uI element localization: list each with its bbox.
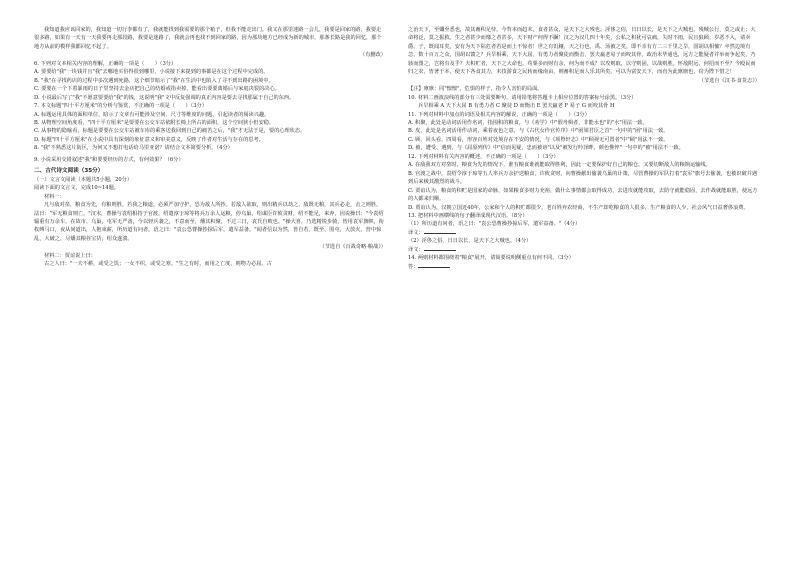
option-7a: A. 标题运用具体的面积单位，暗示了文章有可能涉及空间、尺寸等维度的问题，引起读者的阅读兴趣。 — [34, 111, 270, 118]
option-7d: D. 标题"四十平方厘米"在小说中具有深刻的象征意义和审美意义，反映了作者对生活与存在的思考。 — [34, 136, 264, 143]
option-6c: C. 要要在一个下着暴雨的日子里坚持去金店把自己的结婚戒指卖掉，能看出要要离婚后与家庭决裂的决心。 — [34, 86, 280, 93]
option-7b: B. 从物理空间角度看，"四十平方厘米"是要要在公交车站依附长椅上所占的面积，这个空间狭小但安稳。 — [34, 119, 275, 126]
material-1-label: 材料一： — [44, 193, 65, 200]
option-6b: B. "我"在寻找药店的过程中多次遇到死路，这个细节暗示了"我"在生活中也陷入了寻不到出路的困境中。 — [34, 77, 274, 84]
section-heading: 二、古代诗文阅读（35分） — [34, 168, 104, 175]
answer-blank[interactable] — [418, 267, 450, 268]
material-2-label: 材料二：贾谊说上曰： — [44, 252, 96, 259]
answer-blank[interactable] — [424, 250, 456, 251]
translation-label: 译文： — [408, 229, 424, 236]
translation-line-1[interactable] — [408, 229, 760, 237]
material-1-text: 凡与敌对垒，粮食为先，有粮则胜。若我之粮道，必须严加守护，恐为敌人所抄。若敌人欲取，则出精兵以劫之，敌既无粮，其兵必走，击之则胜。法曰："军无粮食则亡。"汉末，曹操与袁绍相持于官渡。绍遣淳于琼等将兵万余人运粮，停乌巢，绍谋臣许攸贪财，绍不能足，来奔，因说操曰："今袁绍辎重有万余车，在故市、乌巢，屯军无严备，今以轻兵袭之，不意而至，燔其积聚，不过三日，袁氏自败也。"操大喜，乃选精锐步骑，皆用袁军旗帜，衔枚缚马口，夜从间道出，人抱束薪，所历道有问者，语之曰："袁公恐曹操抄掠后军，遣军益备。"闻者信以为然，皆自若。既至，围屯，大放火，营中惊乱，大破之，尽燔其粮谷宝货，绍众遂溃。 — [34, 202, 384, 242]
answer-label: 答： — [408, 263, 419, 270]
option-12d: D. 贾谊认为，汉朝立国近40年，公家和个人的积贮都很少，老百姓弃农经商，不生产却吃粮食的人很多，生产粮食的人少，社会风气日益奢侈浪费。 — [408, 204, 749, 211]
question-11: 11. 下列对材料中加点的词语及相关内容的解说，正确的一项是（ ）（3分） — [408, 111, 590, 118]
translation-label: 译文： — [408, 246, 424, 253]
question-13-part-2: （2）淫侈之俗，日日以长，是天下之大贼也。（4分） — [408, 238, 532, 245]
story-paragraph: 我知道我应该回家的，我知道一切行李都有了，我就能找到我需要的那个箱子，但我不能走出门。我又在那里迷路一会儿，我要是回家的路，我要走很多路，如果有一天有一天我要再走那段路，我要是迷路了，我就会再也找不到回家的路，因为那块地方已经成为新的城市，那条长路是我的回忆，那个地方从前的模样我都回忆不起了。 — [34, 27, 382, 50]
option-12c: C. 贾谊认为，粮食的积贮是国家的命脉，如果粮食多财力充裕，做什么事情都会取得成功，去进攻就能攻取，去防守就能稳固，去作战就能取胜，使远方的人都来归顺。 — [408, 187, 758, 203]
source-note: （节选自《百战奇略·粮战》） — [319, 244, 386, 251]
option-6a: A. 要要给"我"一块钱并且"我"去哪地买俗得很到哪里，小说接下来提到的事都是在这个过程中完成的。 — [34, 69, 269, 76]
question-6: 6. 下列对文本相关内容的理解，正确的一项是（ ）（3分） — [34, 60, 177, 67]
question-7: 7. 本文标题"四十平方厘米"的分析与鉴赏，不正确的一项是（ ）（3分） — [34, 103, 207, 110]
question-13-part-1: （1）所历道有问者，语之曰："袁公恐曹操抄掠后军，遣军益备。"（4分） — [408, 221, 581, 228]
question-10: 10. 材料二画波浪线的部分有三处需要断句，请用铅笔将答题卡上相应位置的答案标号涂黑。（3分） — [408, 94, 637, 101]
right-column — [408, 26, 760, 271]
option-7c: C. 从事物的隐喻看，标题是要要在公交车站被车库的乘客送我回到自己的痛苦之后，"我"才无法于是，要的心理状态。 — [34, 128, 306, 135]
reading-instruction: 阅读下面的文言文，完成10~14题。 — [34, 185, 119, 192]
option-6d: D. 小说最后写了"我"不愿意要要给"我"的钱，这说明"我"文中反复强调的真正内容是要去寻找那属于自己的东西。 — [34, 94, 295, 101]
question-13: 13. 把材料中画横线的句子翻译成现代汉语。（8分） — [408, 212, 528, 219]
subsection-heading: （一）文言文阅读（本题共5小题，20分） — [34, 176, 133, 183]
option-11c: C. 顾，回头看、四周看，形容百姓对处境存在不安的情况，与《项脊轩志》中"顾视无可置者"中"顾"用法不一致。 — [408, 136, 669, 143]
question-8: 8. "我"不熟悉这片街区，为何又不想打电话给马里亚诺？请结合文本简要分析。（4分） — [34, 145, 233, 152]
option-12b: B. 官渡之战中，袁绍令淳于琼等五人率兵万余护送粮食，许攸贪财，向曹操献出偷袭乌巢的计策，尽管曹操的军队打着"袁军"旗号去偷袭，也被识破并遇到后来极其激烈的战斗。 — [408, 170, 758, 186]
source-note: （节选自《汉书·食货志》） — [698, 77, 760, 84]
left-column — [34, 26, 386, 269]
question-9: 9. 小说采用交错叙述"我"和要要经历的方式，有何效果？（6分） — [34, 156, 184, 163]
option-12a: A. 在敌我双方对垒时，粮食为先的情况下，谁有粮食谁就能取得胜利，因此一定要保护好自己的粮仓，又要切断敌人的粮饷运输线。 — [408, 162, 711, 169]
annotation: 【注】廪廪：同"懔懔"，危惧的样子，指令人害怕的局面。 — [408, 86, 543, 93]
option-11b: B. 皮，此处是名词活用作动词，乘着夜色之意，与《古代女伶官传序》中"函梁君臣之首"一句中的"函"用法一致。 — [408, 128, 669, 135]
material-2-text: 古之人曰："一夫不耕，或受之饥；一女不织，或受之寒。"生之有时，而用之亡度，则物力必屈。古 — [44, 261, 272, 268]
translation-line-2[interactable] — [408, 246, 760, 254]
answer-line[interactable] — [408, 263, 760, 271]
option-11d: D. 被，遭受、遇到，与《屈原列传》中"信而见疑，忠而被谤"以及"被发行吟泽畔，颜色憔悴"一句中的"被"用法不一致。 — [408, 145, 684, 152]
question-14: 14. 两则材料都围绕着"粮食"展开，请简要说明侧重点有何不同。（3分） — [408, 255, 574, 262]
answer-blank[interactable] — [424, 233, 456, 234]
question-12: 12. 下列对材料有关内容的概述，不正确的一项是（ ）（3分） — [408, 153, 559, 160]
option-11a: A. 积聚，此处是动词活用作名词，指囤积的粮食，与《劝学》中"假舟楫者，非能水也"的"水"用法一致。 — [408, 119, 648, 126]
segmentation-line: 兵旱相乘 A 天下大屈 B 有勇力者 C 聚徒 D 而衡击 E 罢夫羸老 F 易子 G 而咬其骨 H — [418, 103, 615, 110]
source-note: （有删改） — [360, 52, 386, 59]
material-2-continued: 之治天下，至孅至悉也，故其畜积足恃。今背本而趋末，食者甚众，是天下之大残也。淫侈之俗，日日以长，是天下之大贼也。残贼公行，莫之或止；大命将泛，莫之振救。生之者甚少而靡之者甚多，天下财产何得不蹶！汉之为汉几四十年矣，公私之积犹可哀痛。失时不雨，民且狼顾；岁恶不入，请卖爵、子，既闻耳矣，安有为天下阽危者若是而上不惊者！世之有饥穰，天之行也，禹、汤被之矣。即不幸有方二三千里之旱，国胡以相恤？卒然边境有急，数十百万之众，国胡以馈之？兵旱相乘，天下大屈，有勇力者聚徒而衡击，罢夫羸老易子而咬其骨。政治未毕通也，远方之能疑者并举而争起矣，乃骇而图之，岂将有及乎？夫积贮者，天下之大命也。苟粟多而财有余，何为而不成？以攻则取，以守则固，以战则胜。怀敌附远，何招而不至？今殴民而归之农，皆著于本，使天下各食其力，末技游食之民转而缘南亩，则畜积足而人乐其所矣。可以为富安天下，而直为此廪廪也，窃为陛下惜之！ — [408, 27, 756, 76]
